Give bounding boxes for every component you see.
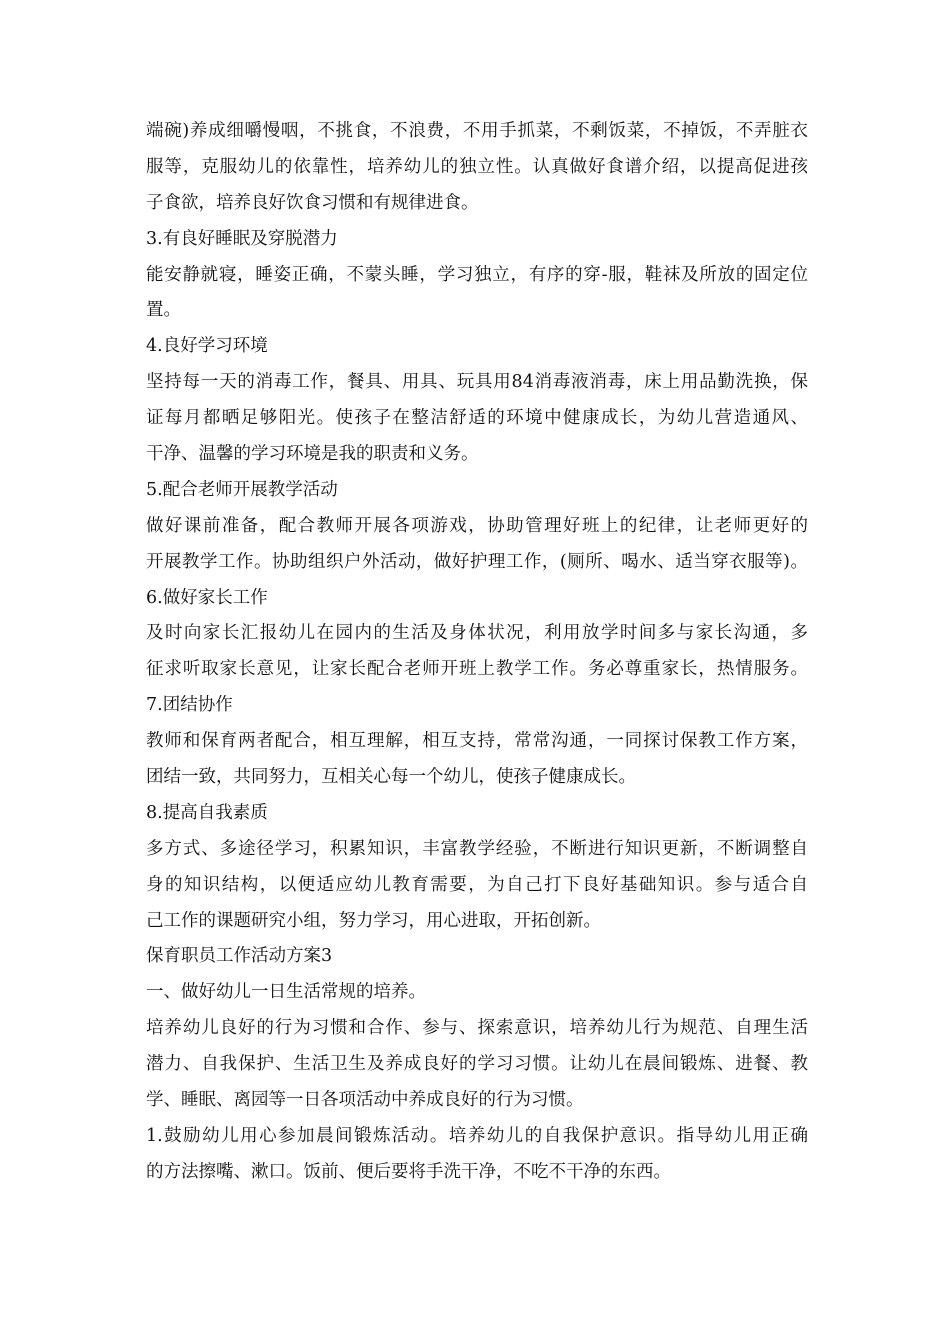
document-body xyxy=(146,114,808,1191)
text-line: 能安静就寝，睡姿正确，不蒙头睡，学习独立，有序的穿-服，鞋袜及所放的固定位 xyxy=(146,264,808,285)
text-line: 坚持每一天的消毒工作，餐具、用具、玩具用84消毒液消毒，床上用品勤洗换，保 xyxy=(146,372,808,393)
text-line: 6.做好家长工作 xyxy=(146,587,268,608)
text-line: 4.良好学习环境 xyxy=(146,336,268,357)
text-line: 5.配合老师开展教学活动 xyxy=(146,479,338,500)
text-line: 服等，克服幼儿的依靠性，培养幼儿的独立性。认真做好食谱介绍，以提高促进孩 xyxy=(146,156,808,177)
text-line: 多方式、多途径学习，积累知识，丰富教学经验，不断进行知识更新，不断调整自 xyxy=(146,838,808,859)
text-line: 保育职员工作活动方案3 xyxy=(146,946,333,967)
text-line: 8.提高自我素质 xyxy=(146,802,268,823)
text-line: 培养幼儿良好的行为习惯和合作、参与、探索意识，培养幼儿行为规范、自理生活 xyxy=(146,1018,808,1039)
text-line: 学、睡眠、离园等一日各项活动中养成良好的行为习惯。 xyxy=(146,1090,584,1111)
text-line: 证每月都晒足够阳光。使孩子在整洁舒适的环境中健康成长，为幼儿营造通风、 xyxy=(146,408,808,429)
text-line: 及时向家长汇报幼儿在园内的生活及身体状况，利用放学时间多与家长沟通，多 xyxy=(146,623,808,644)
text-line: 征求听取家长意见，让家长配合老师开班上教学工作。务必尊重家长，热情服务。 xyxy=(146,659,808,680)
text-line: 开展教学工作。协助组织户外活动，做好护理工作，(厕所、喝水、适当穿衣服等)。 xyxy=(146,551,808,572)
text-line: 身的知识结构，以便适应幼儿教育需要，为自己打下良好基础知识。参与适合自 xyxy=(146,874,808,895)
text-line: 端碗)养成细嚼慢咽，不挑食，不浪费，不用手抓菜，不剩饭菜，不掉饭，不弄脏衣 xyxy=(146,121,808,141)
text-line: 的方法擦嘴、漱口。饭前、便后要将手洗干净，不吃不干净的东西。 xyxy=(146,1161,671,1182)
text-line: 团结一致，共同努力，互相关心每一个幼儿，使孩子健康成长。 xyxy=(146,767,636,788)
text-line: 一、做好幼儿一日生活常规的培养。 xyxy=(146,982,426,1003)
text-line: 教师和保育两者配合，相互理解，相互支持，常常沟通，一同探讨保教工作方案， xyxy=(146,731,808,752)
text-line: 做好课前准备，配合教师开展各项游戏，协助管理好班上的纪律，让老师更好的 xyxy=(146,515,808,536)
text-line: 1.鼓励幼儿用心参加晨间锻炼活动。培养幼儿的自我保护意识。指导幼儿用正确 xyxy=(146,1125,808,1146)
text-line: 子食欲，培养良好饮食习惯和有规律进食。 xyxy=(146,192,479,213)
text-line: 置。 xyxy=(146,300,181,321)
text-line: 3.有良好睡眠及穿脱潜力 xyxy=(146,228,338,249)
text-line: 己工作的课题研究小组，努力学习，用心进取，开拓创新。 xyxy=(146,910,601,931)
text-line: 干净、温馨的学习环境是我的职责和义务。 xyxy=(146,444,479,465)
text-line: 7.团结协作 xyxy=(146,695,233,716)
text-line: 潜力、自我保护、生活卫生及养成良好的学习习惯。让幼儿在晨间锻炼、进餐、教 xyxy=(146,1054,808,1075)
